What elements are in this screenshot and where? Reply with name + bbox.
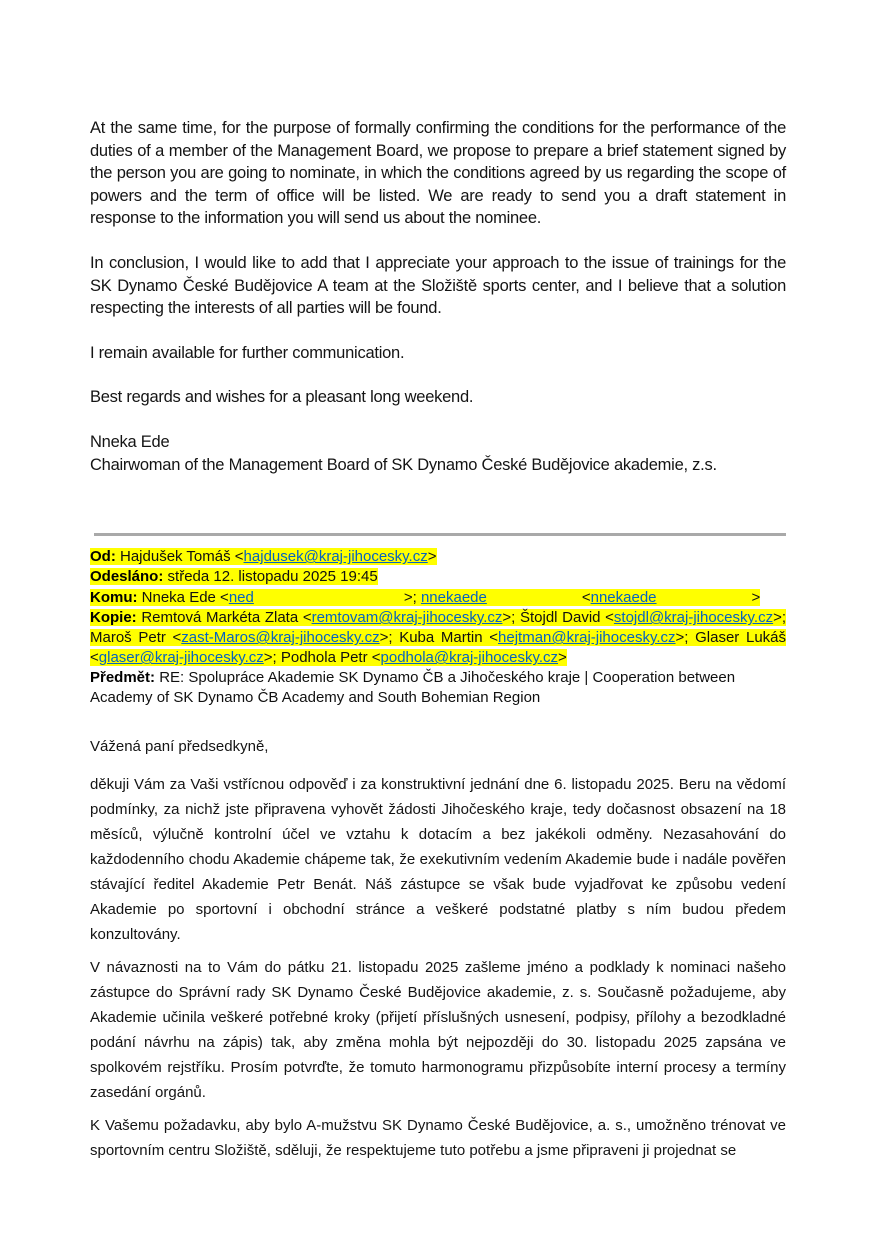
header-text: < — [581, 589, 591, 607]
english-paragraph-1: At the same time, for the purpose of formally confirming the conditions for the performance of the duties of a member of the Management Board, we propose to prepare a brief statement signed by the person you are going to nominate, in which the conditions agreed by us regarding the scope of powers and the term of office will be listed. We are ready to send you a draft statement in response to the information you will send us about the nominee. — [90, 119, 786, 228]
to-label: Komu: — [90, 589, 138, 607]
email-address-link[interactable]: remtovam@kraj-jihocesky.cz — [311, 609, 503, 627]
header-field-to — [90, 587, 786, 608]
from-highlight — [90, 548, 437, 565]
sent-value — [163, 568, 377, 585]
cc-highlight — [90, 609, 786, 666]
cc-label: Kopie: — [90, 609, 137, 627]
header-text: Hajdušek Tomáš < — [115, 548, 244, 566]
redacted-address-gap — [657, 587, 752, 602]
to-highlight — [90, 589, 760, 606]
header-text: > — [558, 649, 567, 667]
header-text: Nneka Ede < — [137, 589, 229, 607]
subject-value — [90, 669, 735, 706]
sent-highlight — [90, 568, 378, 585]
email-address-link[interactable]: stojdl@kraj-jihocesky.cz — [613, 609, 774, 627]
header-text: >; Glaser Lukáš < — [90, 629, 786, 667]
header-text: > — [427, 548, 437, 566]
email-address-link[interactable]: ned — [228, 589, 254, 607]
redacted-address-gap — [254, 587, 404, 602]
header-field-cc — [90, 608, 786, 668]
quoted-message-divider — [94, 533, 786, 536]
from-value — [116, 548, 437, 565]
header-text: >; — [403, 589, 421, 607]
header-text: > — [751, 589, 761, 607]
header-text: >; Maroš Petr < — [90, 609, 787, 647]
header-field-sent — [90, 567, 786, 587]
header-text: >; Kuba Martin < — [379, 629, 499, 647]
header-text: Remtová Markéta Zlata < — [136, 609, 312, 627]
cc-value — [90, 609, 786, 666]
to-value — [138, 589, 761, 606]
english-reply-section — [90, 117, 786, 476]
availability-line: I remain available for further communication. — [90, 343, 405, 362]
czech-paragraph-1: děkuji Vám za Vaši vstřícnou odpověď i za konstruktivní jednání dne 6. listopadu 2025. Beru na vědomí podmínky, za nichž jste připravena vyhovět žádosti Jihočeského kraje, tedy dočasnost obsazení na 18 měsíců, výlučně kontrolní účel ve vztahu k dotacím a bez jakékoli odměny. Nezasahování do každodenního chodu Akademie chápeme tak, že exekutivním vedením Akademie bude i nadále pověřen stávající ředitel Akademie Petr Benát. Náš zástupce se však bude vyjadřovat ke způsobu vedení Akademie po sportovní i obchodní stránce a veškeré podstatné platby s ním budou předem konzultovány. — [90, 776, 786, 944]
header-text: RE: Spolupráce Akademie SK Dynamo ČB a Jihočeského kraje | Cooperation between Academy of SK Dynamo ČB Academy and South Bohemian Region — [90, 669, 736, 707]
signature-title: Chairwoman of the Management Board of SK Dynamo České Budějovice akademie, z.s. — [90, 455, 717, 474]
email-address-link[interactable]: hajdusek@kraj-jihocesky.cz — [243, 548, 428, 566]
czech-paragraph-2: V návaznosti na to Vám do pátku 21. listopadu 2025 zašleme jméno a podklady k nominaci našeho zástupce do Správní rady SK Dynamo České Budějovice akademie, z. s. Současně požadujeme, aby Akademie učinila veškeré potřebné kroky (přijetí příslušných usnesení, podpisy, přílohy a bezodkladné podání návrhu na zápis) tak, aby změna mohla být nejpozději do 30. listopadu 2025 zapsána ve spolkovém rejstříku. Prosím potvrďte, že tomuto harmonogramu přizpůsobíte interní procesy a termíny zasedání orgánů. — [90, 959, 786, 1102]
header-field-from — [90, 547, 786, 567]
sent-label: Odesláno: — [90, 568, 164, 586]
email-address-link[interactable]: podhola@kraj-jihocesky.cz — [380, 649, 559, 667]
czech-reply-section — [90, 734, 786, 1163]
salutation: Vážená paní předsedkyně, — [90, 738, 269, 756]
english-paragraph-2: In conclusion, I would like to add that I appreciate your approach to the issue of trainings for the SK Dynamo České Budějovice A team at the Složiště sports center, and I believe that a solution respecting the interests of all parties will be found. — [90, 253, 786, 318]
header-field-subject — [90, 668, 786, 708]
header-text: >; Štojdl David < — [502, 609, 614, 627]
email-address-link[interactable]: hejtman@kraj-jihocesky.cz — [498, 629, 676, 647]
signature-block — [90, 431, 786, 476]
subject-label: Předmět: — [90, 669, 156, 687]
signature-name: Nneka Ede — [90, 432, 170, 451]
email-address-link[interactable]: glaser@kraj-jihocesky.cz — [98, 649, 264, 667]
closing-line: Best regards and wishes for a pleasant long weekend. — [90, 388, 474, 407]
redacted-address-gap — [487, 587, 582, 602]
email-address-link[interactable]: zast-Maros@kraj-jihocesky.cz — [181, 629, 380, 647]
header-text: >; Podhola Petr < — [263, 649, 381, 667]
header-text: středa 12. listopadu 2025 19:45 — [163, 568, 378, 586]
email-address-link[interactable]: nnekaede — [420, 589, 487, 607]
from-label: Od: — [90, 548, 116, 566]
email-address-link[interactable]: nnekaede — [590, 589, 657, 607]
czech-paragraph-3: K Vašemu požadavku, aby bylo A-mužstvu SK Dynamo České Budějovice, a. s., umožněno trénovat ve sportovním centru Složiště, sděluji, že respektujeme tuto potřebu a jsme připraveni ji projednat se — [90, 1117, 786, 1160]
quoted-email-header — [90, 547, 786, 708]
